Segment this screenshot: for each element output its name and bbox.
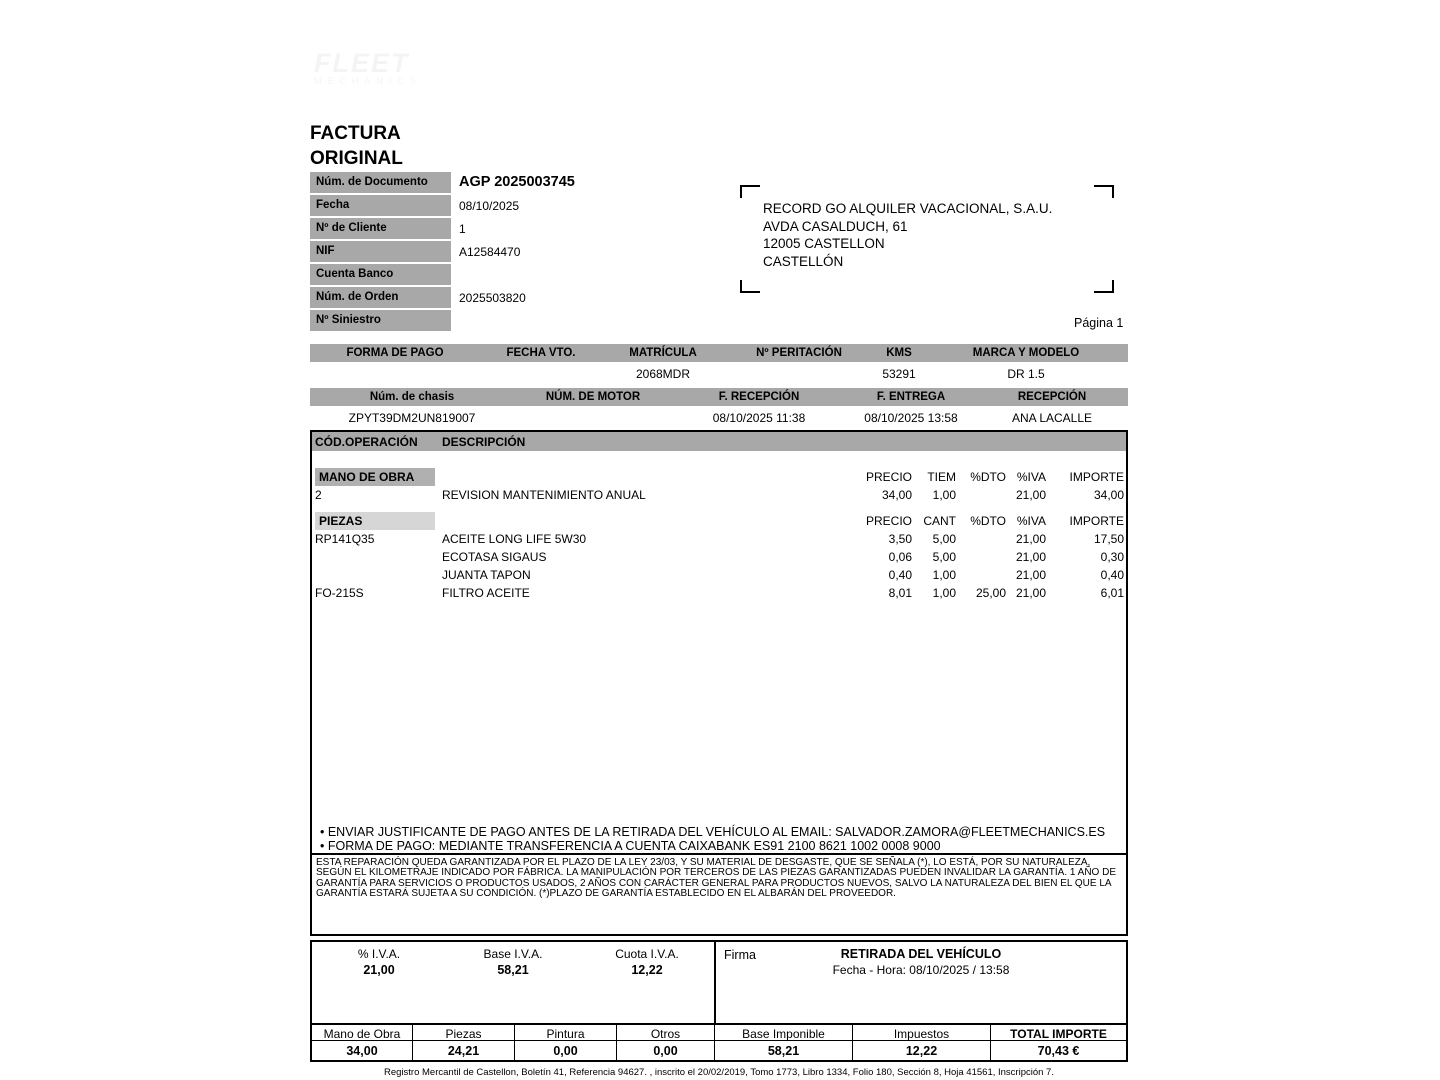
info-row-cliente (310, 218, 790, 239)
labor-row (312, 486, 1126, 504)
operation-code: 2 (315, 488, 322, 502)
logo-subtext: MECHANICS (314, 76, 423, 86)
part-cant: 1,00 (932, 586, 956, 600)
info-row-orden (310, 287, 790, 308)
payment-table-header (310, 344, 1128, 362)
motor-value (514, 406, 672, 427)
title-original: ORIGINAL (310, 148, 403, 169)
order-number: 2025503820 (459, 291, 526, 305)
header-kms: KMS (886, 347, 912, 359)
parts-col-precio: PRECIO (865, 514, 912, 528)
operation-description: REVISION MANTENIMIENTO ANUAL (442, 488, 646, 502)
title-factura: FACTURA (310, 123, 401, 144)
header-forma-de-pago: FORMA DE PAGO (346, 347, 444, 359)
total-value-otros: 0,00 (616, 1040, 714, 1060)
iva-cuota-col (580, 942, 714, 1023)
claim-number (451, 310, 459, 331)
vehicle-table (310, 388, 1128, 427)
operation-precio: 34,00 (881, 488, 912, 502)
logo-wordmark: FLEET (314, 48, 410, 78)
warranty-legal-text: ESTA REPARACIÓN QUEDA GARANTIZADA POR EL PLAZO DE LA LEY 23/03, Y SU MATERIAL DE DESGASTE, QUE SE SEÑALA (*), LO ESTÁ, POR SU NATURALEZA, SEGÚN EL KILOMETRAJE INDICADO POR FÁBRICA. LA MANIPULACIÓN POR TERCEROS DE LAS PIEZAS GARANTIZADAS PUEDEN INVALIDAR LA GARANTÍA. 1 AÑO DE GARANTÍA PARA SERVICIOS O PRODUCTOS USADOS, 2 AÑOS CON CARÁCTER GENERAL PARA PRODUCTOS NUEVOS, SALVO LA NATURALEZA DEL BIEN EL QUE LA GARANTÍA ESTARÁ SUJETA A SU CONDICIÓN. (*)PLAZO DE GARANTÍA ESTABLECIDO EN EL ALBARÁN DEL PROVEEDOR. (312, 853, 1126, 900)
part-description: FILTRO ACEITE (442, 586, 530, 600)
customer-street: AVDA CASALDUCH, 61 (763, 218, 908, 234)
part-cant: 1,00 (932, 568, 956, 582)
header-chasis: Núm. de chasis (369, 391, 455, 403)
bank-account-value (451, 264, 459, 285)
forma-de-pago-value (310, 362, 480, 383)
part-description: JUANTA TAPON (442, 568, 531, 582)
total-label-pintura: Pintura (514, 1023, 616, 1040)
retirada-datetime: Fecha - Hora: 08/10/2025 / 13:58 (832, 963, 1010, 977)
info-row-siniestro (310, 310, 790, 331)
registry-footer-text: Registro Mercantil de Castellon, Boletín 41, Referencia 94627. , inscrito el 20/02/2019, Tomo 1773, Libro 1334, Folio 180, Sección 8, Hoja 41561, Inscripción 7. (384, 1067, 1054, 1078)
customer-address-block (740, 185, 1114, 293)
peritacion-value (724, 362, 874, 383)
part-importe: 6,01 (1100, 586, 1124, 600)
payment-table-values (310, 362, 1128, 383)
totals-header-row (312, 1023, 1126, 1040)
note-email: • ENVIAR JUSTIFICANTE DE PAGO ANTES DE LA RETIRADA DEL VEHÍCULO AL EMAIL: SALVADOR.ZAMORA@FLEETMECHANICS.ES (320, 825, 1106, 839)
info-label: Núm. de Documento (310, 172, 451, 193)
total-label-otros: Otros (616, 1023, 714, 1040)
firma-label: Firma (724, 948, 756, 962)
payment-table (310, 344, 1128, 383)
col-header-cod-operacion: CÓD.OPERACIÓN (315, 435, 418, 449)
iva-percent-value: 21,00 (363, 963, 395, 977)
totals-value-row (312, 1040, 1126, 1060)
total-label-piezas: Piezas (412, 1023, 514, 1040)
labor-col-precio: PRECIO (865, 470, 912, 484)
parts-col-dto: %DTO (970, 514, 1006, 528)
operations-header (312, 432, 1126, 451)
operation-tiem: 1,00 (932, 488, 956, 502)
info-label: Nº de Cliente (310, 218, 451, 239)
labor-col-dto: %DTO (970, 470, 1006, 484)
info-label: Cuenta Banco (310, 264, 451, 285)
operations-box (310, 430, 1128, 936)
iva-summary (312, 942, 716, 1023)
part-precio: 0,06 (888, 550, 912, 564)
total-label-base-imponible: Base Imponible (714, 1023, 852, 1040)
iva-base-label: Base I.V.A. (483, 947, 543, 961)
document-info-table (310, 172, 790, 333)
parts-col-iva: %IVA (1016, 514, 1046, 528)
header-fecha-vto: FECHA VTO. (506, 347, 576, 359)
part-precio: 0,40 (888, 568, 912, 582)
part-cant: 5,00 (932, 550, 956, 564)
total-label-total-importe: TOTAL IMPORTE (990, 1023, 1126, 1040)
header-marca-modelo: MARCA Y MODELO (972, 347, 1080, 359)
info-label: Nº Siniestro (310, 310, 451, 331)
summary-box (310, 940, 1128, 1062)
customer-address-text (740, 185, 1114, 270)
total-value-pintura: 0,00 (514, 1040, 616, 1060)
operation-importe: 34,00 (1093, 488, 1124, 502)
summary-top (312, 942, 1126, 1023)
bracket-bottom-left-icon (740, 280, 760, 293)
labor-col-importe: IMPORTE (1069, 470, 1124, 484)
col-header-descripcion: DESCRIPCIÓN (442, 435, 526, 449)
matricula-value: 2068MDR (635, 367, 691, 381)
kms-value: 53291 (882, 367, 916, 381)
header-motor: NÚM. DE MOTOR (545, 391, 641, 403)
header-matricula: MATRÍCULA (629, 347, 697, 359)
part-iva: 21,00 (1015, 586, 1046, 600)
bracket-top-left-icon (740, 185, 760, 198)
iva-cuota-label: Cuota I.V.A. (615, 947, 679, 961)
info-row-cuenta (310, 264, 790, 285)
document-title (310, 121, 403, 171)
iva-base-col (446, 942, 580, 1023)
info-label: Fecha (310, 195, 451, 216)
note-transfer: • FORMA DE PAGO: MEDIANTE TRANSFERENCIA A CUENTA CAIXABANK ES91 2100 8621 1002 0008 9000 (320, 838, 941, 853)
part-description: ACEITE LONG LIFE 5W30 (442, 532, 587, 546)
info-row-documento (310, 172, 790, 193)
total-value-base-imponible: 58,21 (714, 1040, 852, 1060)
total-label-impuestos: Impuestos (852, 1023, 990, 1040)
page-number: Página 1 (1074, 316, 1124, 330)
recepcion-fecha-value: 08/10/2025 11:38 (712, 411, 806, 425)
document-number: AGP 2025003745 (459, 174, 575, 190)
info-label: Núm. de Orden (310, 287, 451, 308)
total-value-mano-de-obra: 34,00 (312, 1040, 412, 1060)
bracket-bottom-right-icon (1094, 280, 1114, 293)
part-dto: 25,00 (975, 586, 1006, 600)
part-description: ECOTASA SIGAUS (442, 550, 547, 564)
parts-section-header (312, 512, 1126, 530)
iva-base-value: 58,21 (497, 963, 529, 977)
header-peritacion: Nº PERITACIÓN (756, 347, 842, 359)
entrega-value: 08/10/2025 13:58 (864, 411, 958, 425)
vehicle-table-header (310, 388, 1128, 406)
iva-percent-col (312, 942, 446, 1023)
part-iva: 21,00 (1015, 532, 1046, 546)
fleet-mechanics-logo (314, 48, 422, 86)
part-precio: 3,50 (888, 532, 912, 546)
labor-col-iva: %IVA (1016, 470, 1046, 484)
part-cant: 5,00 (932, 532, 956, 546)
part-importe: 0,30 (1100, 550, 1124, 564)
part-code: RP141Q35 (315, 532, 375, 546)
parts-section-title: PIEZAS (315, 512, 435, 530)
header-recepcion-fecha: F. RECEPCIÓN (718, 391, 800, 403)
header-recepcion-persona: RECEPCIÓN (1017, 391, 1087, 403)
marca-modelo-value: DR 1.5 (1007, 367, 1045, 381)
recepcion-persona-value: ANA LACALLE (1011, 411, 1093, 425)
total-value-impuestos: 12,22 (852, 1040, 990, 1060)
total-value-total-importe: 70,43 € (990, 1040, 1126, 1060)
part-iva: 21,00 (1015, 568, 1046, 582)
signature-pickup-area (716, 942, 1126, 1023)
parts-col-cant: CANT (923, 514, 956, 528)
part-row (312, 584, 1126, 602)
labor-section-title: MANO DE OBRA (315, 468, 435, 486)
info-row-nif (310, 241, 790, 262)
iva-percent-label: % I.V.A. (357, 947, 401, 961)
part-row (312, 548, 1126, 566)
payment-notes (320, 826, 1105, 853)
part-importe: 17,50 (1093, 532, 1124, 546)
part-iva: 21,00 (1015, 550, 1046, 564)
header-entrega: F. ENTREGA (876, 391, 946, 403)
info-label: NIF (310, 241, 451, 262)
customer-postal-city: 12005 CASTELLON (763, 236, 885, 251)
part-code: FO-215S (315, 586, 364, 600)
nif-value: A12584470 (459, 245, 521, 259)
customer-province: CASTELLÓN (763, 253, 844, 269)
total-value-piezas: 24,21 (412, 1040, 514, 1060)
labor-col-tiem: TIEM (927, 470, 956, 484)
invoice-date: 08/10/2025 (459, 199, 520, 213)
part-row (312, 566, 1126, 584)
vehicle-table-values (310, 406, 1128, 427)
part-importe: 0,40 (1100, 568, 1124, 582)
info-row-fecha (310, 195, 790, 216)
client-number: 1 (459, 222, 466, 236)
chasis-value: ZPYT39DM2UN819007 (348, 411, 476, 425)
fecha-vto-value (480, 362, 602, 383)
total-label-mano-de-obra: Mano de Obra (312, 1023, 412, 1040)
iva-cuota-value: 12,22 (631, 963, 663, 977)
parts-col-importe: IMPORTE (1069, 514, 1124, 528)
operation-iva: 21,00 (1015, 488, 1046, 502)
retirada-title: RETIRADA DEL VEHÍCULO (840, 947, 1002, 961)
part-precio: 8,01 (888, 586, 912, 600)
part-row (312, 530, 1126, 548)
bracket-top-right-icon (1094, 185, 1114, 198)
customer-name: RECORD GO ALQUILER VACACIONAL, S.A.U. (763, 201, 1053, 216)
labor-section-header (312, 468, 1126, 486)
